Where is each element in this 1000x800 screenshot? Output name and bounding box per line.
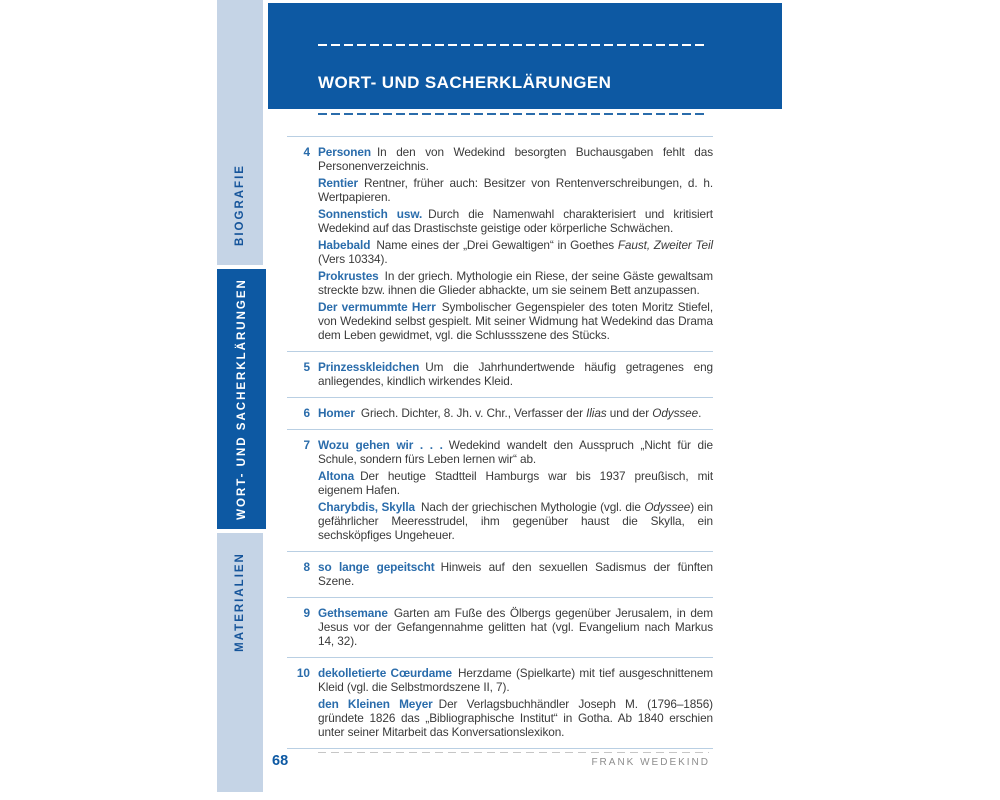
entry-items <box>318 145 713 342</box>
entry-item <box>318 469 713 497</box>
entry-number: 9 <box>303 606 310 620</box>
entry-item <box>318 560 713 588</box>
entry-item <box>318 438 713 466</box>
page-title: WORT- UND SACHERKLÄRUNGEN <box>318 73 612 92</box>
entry-term: Rentier <box>318 176 358 190</box>
entry-item <box>318 666 713 694</box>
entry-explanation: Hinweis auf den sexuellen Sadismus der fünften Szene. <box>318 560 713 588</box>
entry-explanation: Symbolischer Gegenspieler des toten Moritz Stiefel, von Wedekind selbst gespielt. Mit seiner Widmung hat Wedekind das Drama dem Leben gewidmet, vgl. die Schlussszene des Stücks. <box>318 300 713 342</box>
entry-term: Homer <box>318 406 355 420</box>
entry-term: Altona <box>318 469 355 483</box>
entry-item <box>318 360 713 388</box>
header-dashed-line <box>318 44 708 46</box>
entry-group <box>287 597 713 657</box>
entry-number: 10 <box>296 666 310 680</box>
sidebar-tab-label: BIOGRAFIE <box>234 163 247 246</box>
entry-explanation: In den von Wedekind besorgten Buchausgaben fehlt das Personenverzeichnis. <box>318 145 713 173</box>
entry-group <box>287 136 713 351</box>
sidebar-tab-label: WORT- UND SACHERKLÄRUNGEN <box>235 278 248 520</box>
entry-term: Personen <box>318 145 371 159</box>
entry-explanation: Um die Jahrhundertwende häufig getragenes eng anliegendes, kindlich wirkendes Kleid. <box>318 360 713 388</box>
entry-number: 5 <box>303 360 310 374</box>
entry-group <box>287 657 713 748</box>
header-bottom-dashed-line <box>318 113 708 115</box>
entry-explanation: Der Verlagsbuchhändler Joseph M. (1796–1856) gründete 1826 das „Bibliographische Institut“ in Gotha. Ab 1840 erschien unter seiner Mitarbeit das Konversationslexikon. <box>318 697 713 739</box>
entry-item <box>318 500 713 542</box>
entry-item <box>318 606 713 648</box>
chapter-header <box>268 3 782 109</box>
entry-items <box>318 606 713 648</box>
entry-group <box>287 429 713 551</box>
entry-items <box>318 406 713 420</box>
entry-explanation: Der heutige Stadtteil Hamburgs war bis 1937 preußisch, mit eigenem Hafen. <box>318 469 713 497</box>
entry-explanation: In der griech. Mythologie ein Riese, der seine Gäste gewaltsam streckte bzw. ihnen die Glieder abhackte, um sie seinem Bett anzupassen. <box>318 269 713 297</box>
entry-item <box>318 697 713 739</box>
sidebar-tab-label: MATERIALIEN <box>234 551 247 652</box>
entry-number: 8 <box>303 560 310 574</box>
entry-term: den Kleinen Meyer <box>318 697 433 711</box>
entry-term: Habebald <box>318 238 371 252</box>
entry-explanation: Name eines der „Drei Gewaltigen“ in Goethes Faust, Zweiter Teil (Vers 10334). <box>318 238 713 266</box>
footer-dashed-line <box>318 752 709 753</box>
footer-author: FRANK WEDEKIND <box>591 757 710 768</box>
entry-items <box>318 560 713 588</box>
entry-term: dekolletierte Cœurdame <box>318 666 453 680</box>
entry-item <box>318 269 713 297</box>
entry-explanation: Nach der griechischen Mythologie (vgl. die Odyssee) ein gefährlicher Meeresstrudel, ihm gegenüber haust die Skylla, ein sechsköpfiges Ungeheuer. <box>318 500 713 542</box>
entry-term: Wozu gehen wir . . . <box>318 438 443 452</box>
entry-term: Charybdis, Skylla <box>318 500 415 514</box>
entry-explanation: Garten am Fuße des Ölbergs gegenüber Jerusalem, in dem Jesus vor der Gefangennahme gelitten hat (vgl. Evangelium nach Markus 14, 32). <box>318 606 713 648</box>
entry-term: Prokrustes <box>318 269 379 283</box>
entry-item <box>318 207 713 235</box>
entry-group <box>287 351 713 397</box>
sidebar-tab-biografie[interactable] <box>217 0 263 265</box>
entry-term: Der vermummte Herr <box>318 300 436 314</box>
entry-explanation: Wedekind wandelt den Ausspruch „Nicht für die Schule, sondern fürs Leben lernen wir“ ab. <box>318 438 713 466</box>
entry-term: Sonnenstich usw. <box>318 207 423 221</box>
entry-explanation: Herzdame (Spielkarte) mit tief ausgeschnittenem Kleid (vgl. die Selbstmordszene II, 7). <box>318 666 714 694</box>
entry-items <box>318 666 713 739</box>
entry-items <box>318 360 713 388</box>
entry-number: 4 <box>303 145 310 159</box>
page-number: 68 <box>272 753 289 769</box>
entry-item <box>318 300 713 342</box>
entry-term: so lange gepeitscht <box>318 560 435 574</box>
entry-term: Prinzesskleidchen <box>318 360 420 374</box>
entry-items <box>318 438 713 542</box>
entries <box>287 136 713 749</box>
entry-item <box>318 238 713 266</box>
entry-explanation: Durch die Namenwahl charakterisiert und kritisiert Wedekind auf das Drastischste geistige oder körperliche Schwächen. <box>318 207 713 235</box>
entry-explanation: Rentner, früher auch: Besitzer von Rentenverschreibungen, d. h. Wertpapieren. <box>318 176 713 204</box>
entry-explanation: Griech. Dichter, 8. Jh. v. Chr., Verfasser der Ilias und der Odyssee. <box>360 406 702 420</box>
entry-item <box>318 145 713 173</box>
entry-group <box>287 551 713 597</box>
entry-number: 6 <box>303 406 310 420</box>
entry-item <box>318 406 713 420</box>
entry-item <box>318 176 713 204</box>
entry-group <box>287 397 713 429</box>
sidebar-tab-wort-und-sacherklärungen[interactable] <box>217 269 266 529</box>
entry-number: 7 <box>303 438 310 452</box>
entry-term: Gethsemane <box>318 606 388 620</box>
sidebar-tab-materialien[interactable] <box>217 533 263 792</box>
